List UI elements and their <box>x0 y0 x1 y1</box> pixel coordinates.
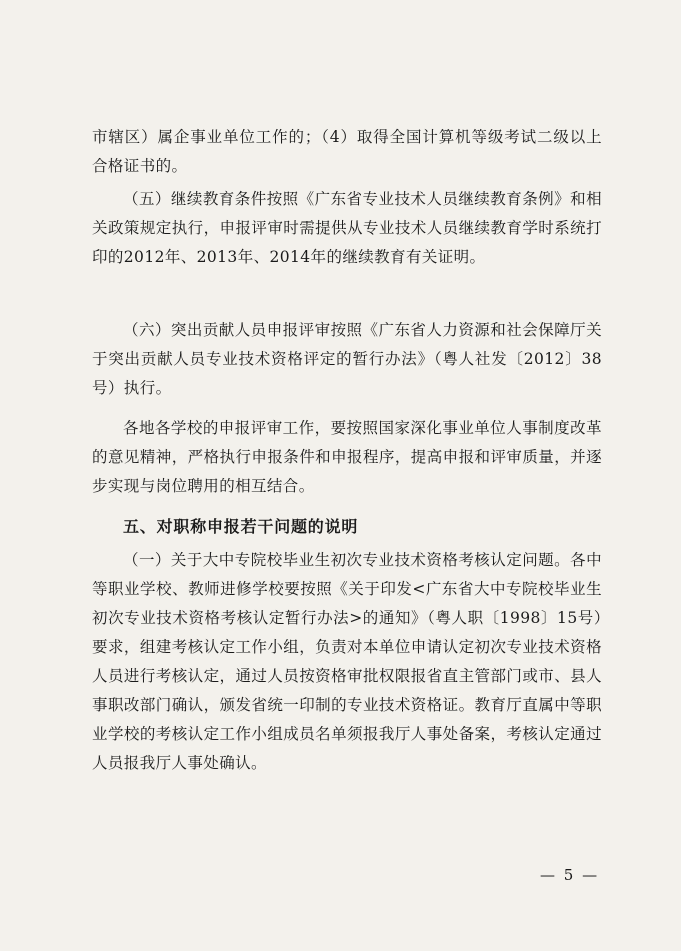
section-heading-five: 五、对职称申报若干问题的说明 <box>123 517 359 536</box>
page-number: — 5 — <box>540 866 600 884</box>
paragraph-continuing-education: （五）继续教育条件按照《广东省专业技术人员继续教育条例》和相关政策规定执行，申报评审时需提供从专业技术人员继续教育学时系统打印的2012年、2013年、2014年的继续教育有关证明。 <box>92 190 602 266</box>
paragraph-conditions-continued: 市辖区）属企事业单位工作的；（4）取得全国计算机等级考试二级以上合格证书的。 <box>92 128 602 175</box>
paragraph-outstanding-contribution: （六）突出贡献人员申报评审按照《广东省人力资源和社会保障厅关于突出贡献人员专业技术资格评定的暂行办法》（粤人社发〔2012〕38号）执行。 <box>92 321 602 397</box>
paragraph-review-requirements: 各地各学校的申报评审工作，要按照国家深化事业单位人事制度改革的意见精神，严格执行申报条件和申报程序，提高申报和评审质量，并逐步实现与岗位聘用的相互结合。 <box>92 419 602 495</box>
paragraph-graduate-qualification: （一）关于大中专院校毕业生初次专业技术资格考核认定问题。各中等职业学校、教师进修学校要按照《关于印发<广东省大中专院校毕业生初次专业技术资格考核认定暂行办法>的通知》（粤人职〔1998〕15号）要求，组建考核认定工作小组，负责对本单位申请认定初次专业技术资格人员进行考核认定，通过人员按资格审批权限报省直主管部门或市、县人事职改部门确认，颁发省统一印制的专业技术资格证。教育厅直属中等职业学校的考核认定工作小组成员名单须报我厅人事处备案，考核认定通过人员报我厅人事处确认。 <box>92 551 602 772</box>
